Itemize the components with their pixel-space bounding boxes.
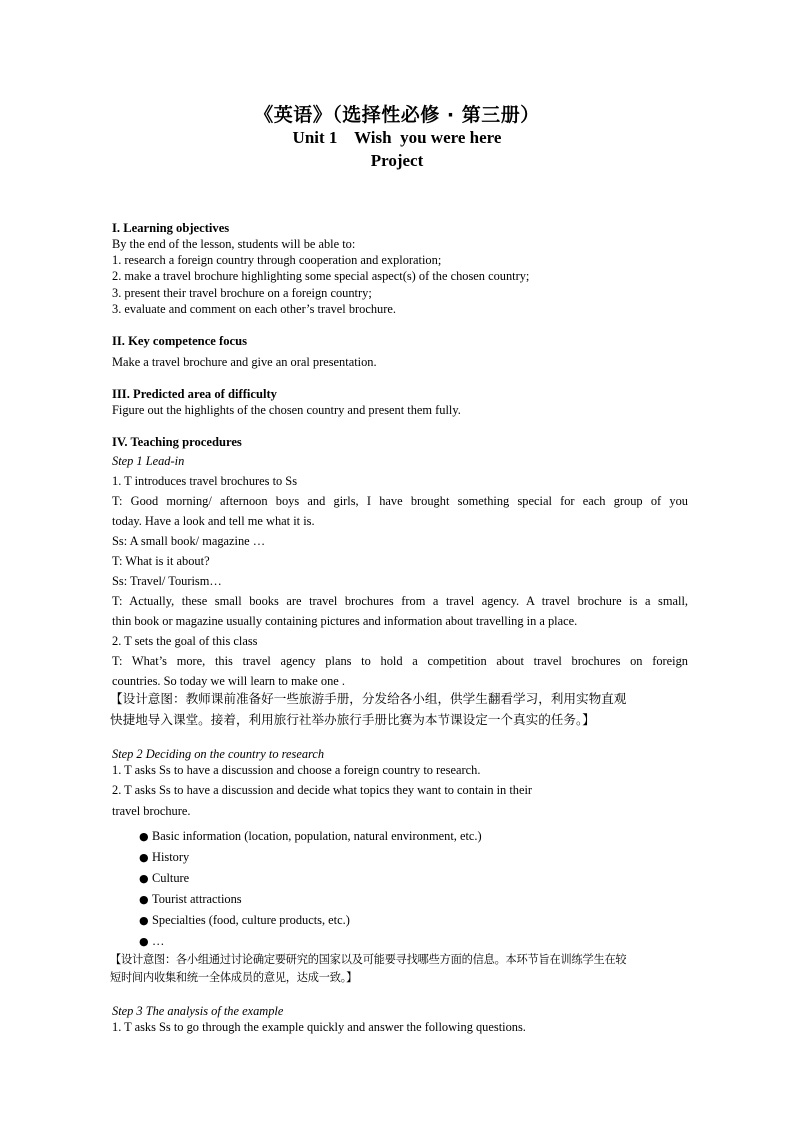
- topic-bullet: [139, 849, 189, 866]
- objectives-heading: I. Learning objectives: [112, 221, 230, 235]
- step1-line: Ss: A small book/ magazine …: [112, 534, 266, 548]
- competence-heading: II. Key competence focus: [112, 334, 248, 348]
- objectives-intro: By the end of the lesson, students will be able to:: [112, 237, 356, 251]
- unit-title: Unit 1 Wish you were here: [292, 128, 502, 147]
- step1-line: T: What’s more, this travel agency plans to hold a competition about travel brochures on foreign: [112, 654, 688, 668]
- bullet-dot-icon: ●: [139, 914, 149, 927]
- topic-label: …: [152, 934, 165, 948]
- step1-line: today. Have a look and tell me what it is.: [112, 514, 315, 528]
- step1-line: 2. T sets the goal of this class: [112, 634, 258, 648]
- topic-bullet: [139, 870, 189, 887]
- step1-design-note: 【设计意图：教师课前准备好一些旅游手册，分发给各小组，供学生翻看学习，利用实物直观: [110, 691, 627, 706]
- step1-line: T: Good morning/ afternoon boys and girls, I have brought something special for each group of you: [112, 494, 688, 508]
- lesson-title: Project: [370, 151, 424, 170]
- step2-line: 2. T asks Ss to have a discussion and decide what topics they want to contain in their: [112, 783, 533, 797]
- topic-bullet: [139, 891, 242, 908]
- objective-item: 2. make a travel brochure highlighting some special aspect(s) of the chosen country;: [112, 269, 530, 283]
- topic-label: Basic information (location, population, natural environment, etc.): [152, 829, 482, 843]
- step1-title: Step 1 Lead-in: [112, 454, 185, 468]
- book-title: 《英语》（选择性必修 · 第三册）: [254, 104, 540, 126]
- procedures-heading: IV. Teaching procedures: [112, 435, 242, 449]
- bullet-dot-icon: ●: [139, 851, 149, 864]
- step2-line: 1. T asks Ss to have a discussion and choose a foreign country to research.: [112, 763, 481, 777]
- difficulty-heading: III. Predicted area of difficulty: [112, 387, 277, 401]
- step1-line: countries. So today we will learn to make one .: [112, 674, 345, 688]
- topic-label: History: [152, 850, 190, 864]
- objective-item: 3. evaluate and comment on each other’s travel brochure.: [112, 302, 396, 316]
- bullet-dot-icon: ●: [139, 935, 149, 948]
- step3-line: 1. T asks Ss to go through the example quickly and answer the following questions.: [112, 1020, 526, 1034]
- objective-item: 3. present their travel brochure on a foreign country;: [112, 286, 372, 300]
- step2-line: travel brochure.: [112, 804, 191, 818]
- step3-title: Step 3 The analysis of the example: [112, 1004, 284, 1018]
- step2-design-note: 短时间内收集和统一全体成员的意见，达成一致。】: [110, 971, 358, 984]
- step1-line: 1. T introduces travel brochures to Ss: [112, 474, 298, 488]
- step1-design-note: 快捷地导入课堂。接着，利用旅行社举办旅行手册比赛为本节课设定一个真实的任务。】: [110, 712, 595, 727]
- topic-bullet: [139, 912, 350, 929]
- bullet-dot-icon: ●: [139, 893, 149, 906]
- bullet-dot-icon: ●: [139, 872, 149, 885]
- objective-item: 1. research a foreign country through cooperation and exploration;: [112, 253, 442, 267]
- topic-label: Tourist attractions: [152, 892, 242, 906]
- step1-line: Ss: Travel/ Tourism…: [112, 574, 222, 588]
- topic-label: Specialties (food, culture products, etc.): [152, 913, 350, 927]
- competence-text: Make a travel brochure and give an oral presentation.: [112, 355, 377, 369]
- step2-design-note: 【设计意图：各小组通过讨论确定要研究的国家以及可能要寻找哪些方面的信息。本环节旨在训练学生在较: [110, 953, 627, 966]
- topic-label: Culture: [152, 871, 190, 885]
- step1-line: thin book or magazine usually containing pictures and information about travelling in a place.: [112, 614, 578, 628]
- step1-line: T: What is it about?: [112, 554, 210, 568]
- step2-title: Step 2 Deciding on the country to research: [112, 747, 325, 761]
- topic-bullet: [139, 933, 164, 950]
- difficulty-text: Figure out the highlights of the chosen country and present them fully.: [112, 403, 461, 417]
- bullet-dot-icon: ●: [139, 830, 149, 843]
- step1-line: T: Actually, these small books are travel brochures from a travel agency. A travel brochure is a small,: [112, 594, 688, 608]
- topic-bullet: [139, 828, 482, 845]
